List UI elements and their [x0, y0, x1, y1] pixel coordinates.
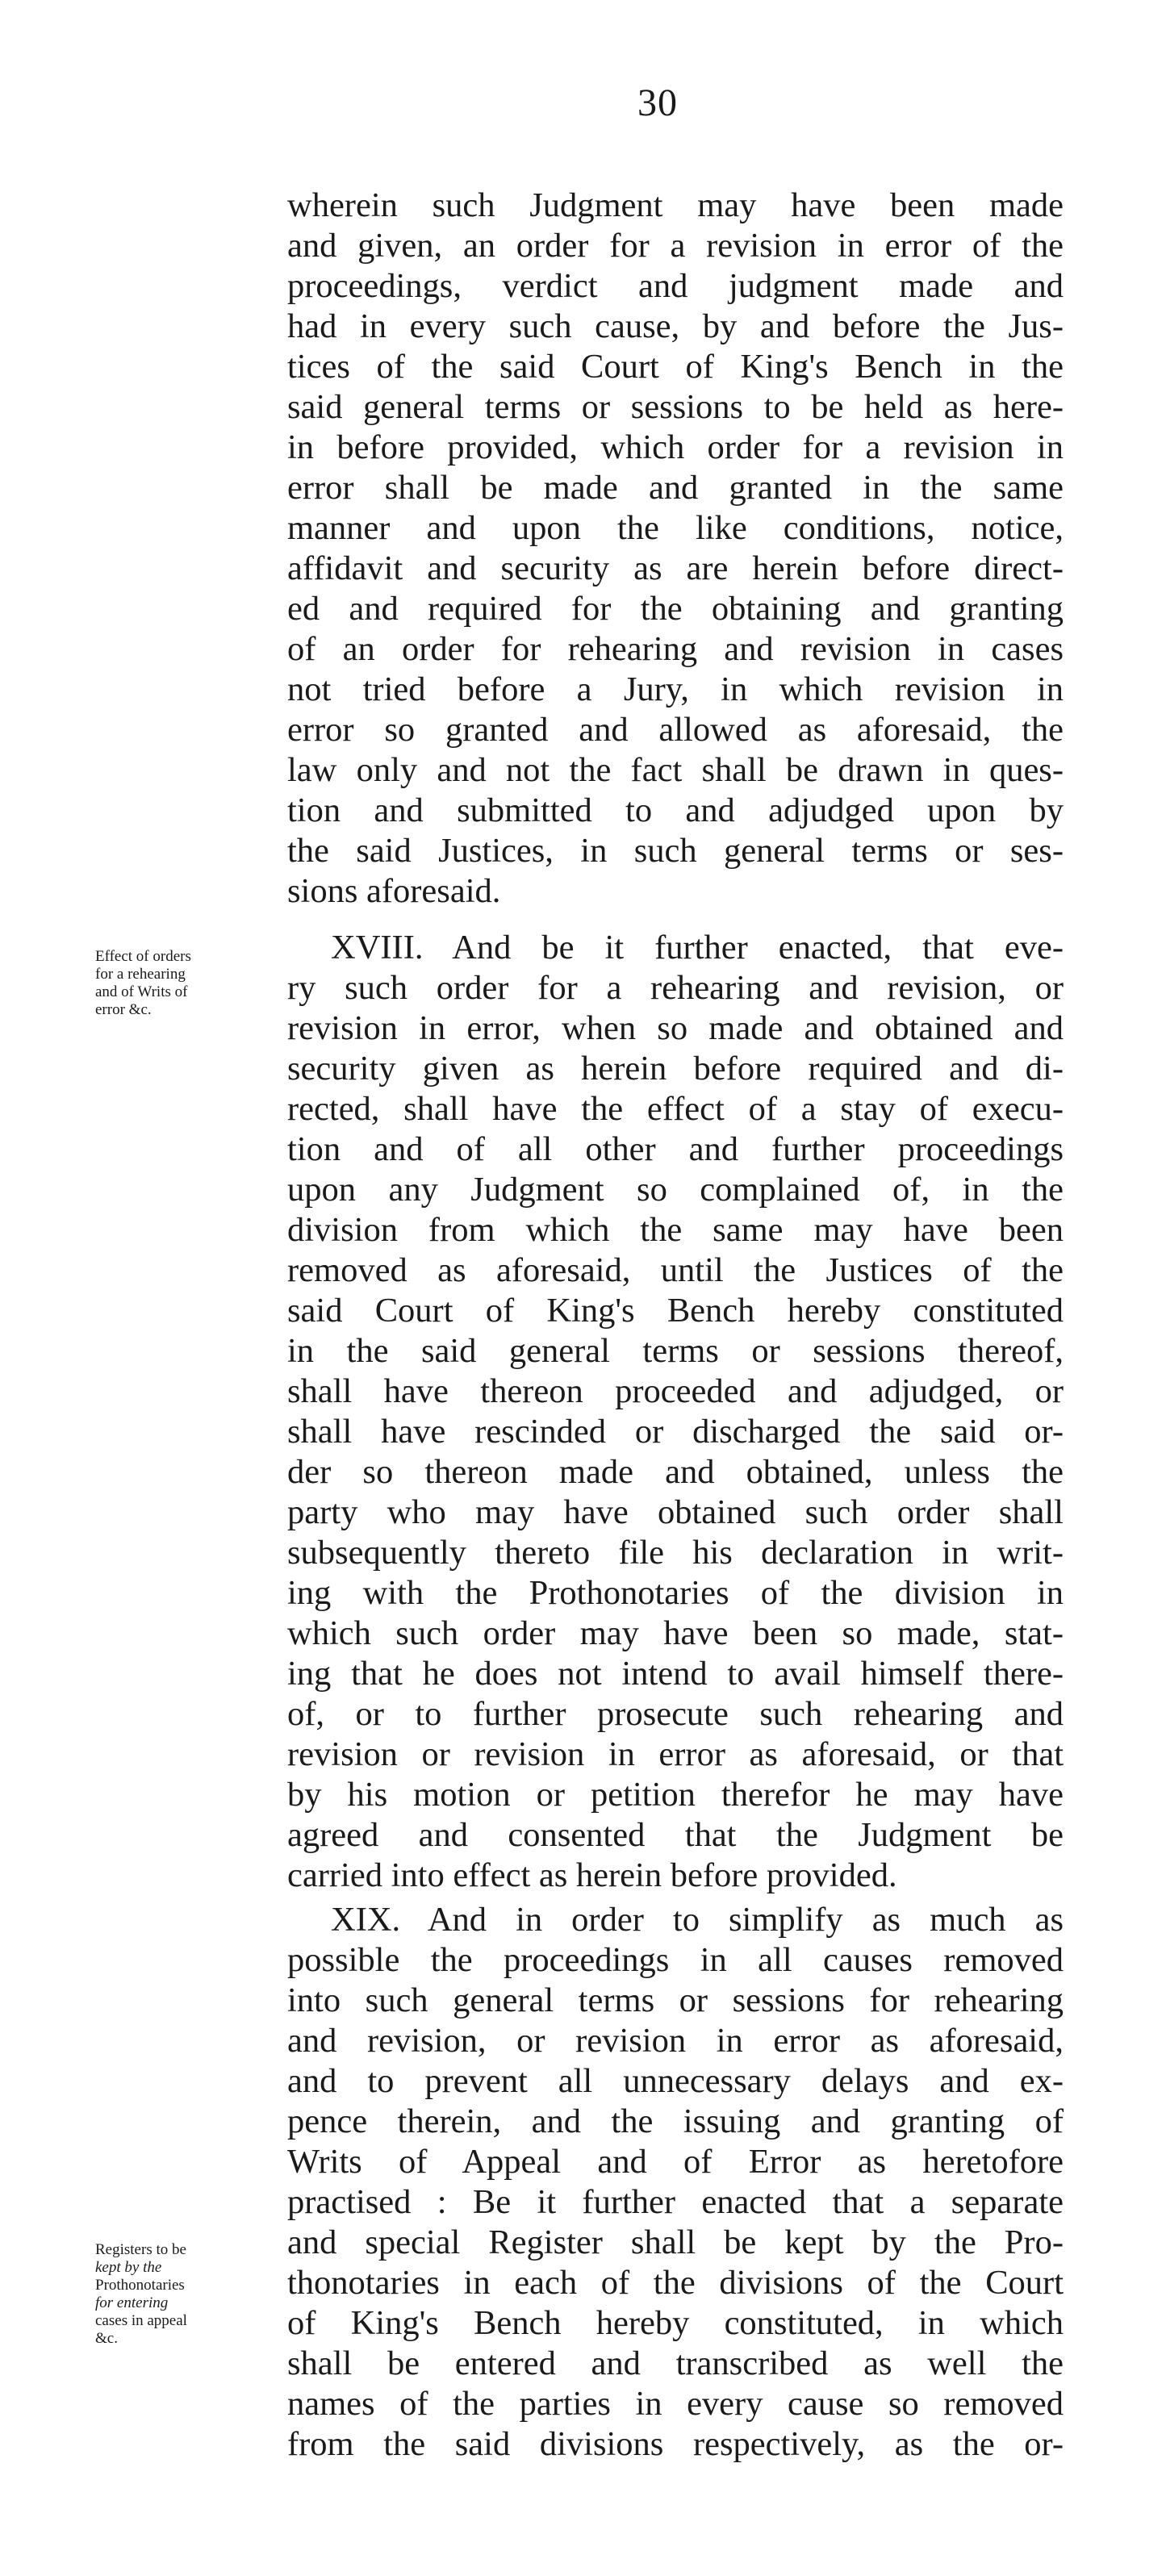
text-line: rected, shall have the effect of a stay of execu-: [287, 1090, 1064, 1128]
text-line: said general terms or sessions to be held as here-: [287, 388, 1064, 426]
text-line: tion and of all other and further proceedings: [287, 1130, 1064, 1168]
section-xviii-heading-line: XVIII. And be it further enacted, that eve-: [331, 929, 1064, 967]
margin-note-line: and of Writs of: [95, 983, 188, 1000]
text-line: of King's Bench hereby constituted, in which: [287, 2304, 1064, 2342]
text-line: carried into effect as herein before provided.: [287, 1856, 897, 1894]
text-line: and to prevent all unnecessary delays and ex-: [287, 2062, 1064, 2100]
paragraph-continuation: [287, 186, 1064, 912]
text-line: revision or revision in error as aforesaid, or that: [287, 1735, 1064, 1773]
text-line: wherein such Judgment may have been made: [287, 186, 1064, 224]
text-line: in before provided, which order for a revision in: [287, 428, 1064, 466]
page-number: 30: [637, 81, 678, 124]
text-line: by his motion or petition therefor he may have: [287, 1776, 1064, 1814]
text-line: and revision, or revision in error as aforesaid,: [287, 2022, 1064, 2060]
text-line: manner and upon the like conditions, notice,: [287, 509, 1064, 547]
text-line: in the said general terms or sessions thereof,: [287, 1332, 1064, 1370]
text-line: upon any Judgment so complained of, in the: [287, 1171, 1064, 1209]
section-xix: [287, 1900, 1064, 2465]
margin-note-line: Effect of orders: [95, 948, 191, 965]
text-line: subsequently thereto file his declaration in writ-: [287, 1534, 1064, 1572]
text-line: and special Register shall be kept by the Pro-: [287, 2223, 1064, 2261]
text-line: affidavit and security as are herein before direct-: [287, 549, 1064, 587]
margin-note-line: &c.: [95, 2330, 118, 2347]
text-line: Writs of Appeal and of Error as heretofore: [287, 2143, 1064, 2181]
text-line: tion and submitted to and adjudged upon by: [287, 791, 1064, 829]
text-line: der so thereon made and obtained, unless the: [287, 1453, 1064, 1491]
text-line: and given, an order for a revision in error of the: [287, 227, 1064, 265]
text-line: shall have rescinded or discharged the said or-: [287, 1413, 1064, 1451]
margin-note-line: Prothonotaries: [95, 2277, 185, 2294]
text-line: pence therein, and the issuing and granting of: [287, 2102, 1064, 2140]
text-line: ry such order for a rehearing and revision, or: [287, 969, 1064, 1007]
margin-note-line: kept by the: [95, 2259, 162, 2276]
text-line: of, or to further prosecute such rehearing and: [287, 1695, 1064, 1733]
text-line: party who may have obtained such order shall: [287, 1493, 1064, 1531]
margin-note-line: Registers to be: [95, 2241, 186, 2258]
text-line: thonotaries in each of the divisions of the Court: [287, 2264, 1064, 2302]
text-line: sions aforesaid.: [287, 872, 501, 910]
margin-note-line: cases in appeal: [95, 2312, 187, 2329]
text-line: which such order may have been so made, stat-: [287, 1614, 1064, 1652]
text-line: from the said divisions respectively, as the or-: [287, 2425, 1064, 2463]
text-line: ing that he does not intend to avail himself there-: [287, 1655, 1064, 1693]
text-line: ed and required for the obtaining and granting: [287, 590, 1064, 628]
margin-note-registers: [95, 2241, 257, 2348]
text-line: not tried before a Jury, in which revision in: [287, 670, 1064, 708]
text-line: the said Justices, in such general terms or ses-: [287, 832, 1064, 870]
section-xix-heading-line: XIX. And in order to simplify as much as: [331, 1901, 1064, 1939]
text-line: law only and not the fact shall be drawn in ques-: [287, 751, 1064, 789]
text-line: had in every such cause, by and before the Jus-: [287, 307, 1064, 345]
text-line: of an order for rehearing and revision in cases: [287, 630, 1064, 668]
text-line: ing with the Prothonotaries of the division in: [287, 1574, 1064, 1612]
text-line: division from which the same may have been: [287, 1211, 1064, 1249]
text-line: agreed and consented that the Judgment be: [287, 1816, 1064, 1854]
text-line: removed as aforesaid, until the Justices of the: [287, 1251, 1064, 1289]
text-line: security given as herein before required and di-: [287, 1050, 1064, 1088]
text-line: tices of the said Court of King's Bench in the: [287, 348, 1064, 386]
margin-note-line: for a rehearing: [95, 966, 186, 983]
text-line: revision in error, when so made and obtained and: [287, 1009, 1064, 1047]
text-line: shall have thereon proceeded and adjudged, or: [287, 1372, 1064, 1410]
margin-note-effect-of-orders: [95, 948, 257, 1019]
text-line: error so granted and allowed as aforesaid, the: [287, 711, 1064, 749]
margin-note-line: error &c.: [95, 1001, 152, 1018]
section-xviii: [287, 928, 1064, 1896]
text-line: names of the parties in every cause so removed: [287, 2385, 1064, 2423]
margin-note-line: for entering: [95, 2294, 169, 2311]
text-line: possible the proceedings in all causes removed: [287, 1941, 1064, 1979]
text-line: into such general terms or sessions for rehearing: [287, 1981, 1064, 2019]
text-line: proceedings, verdict and judgment made and: [287, 267, 1064, 305]
text-line: shall be entered and transcribed as well the: [287, 2344, 1064, 2382]
text-line: practised : Be it further enacted that a separate: [287, 2183, 1064, 2221]
text-line: error shall be made and granted in the same: [287, 469, 1064, 507]
text-line: said Court of King's Bench hereby constituted: [287, 1292, 1064, 1330]
